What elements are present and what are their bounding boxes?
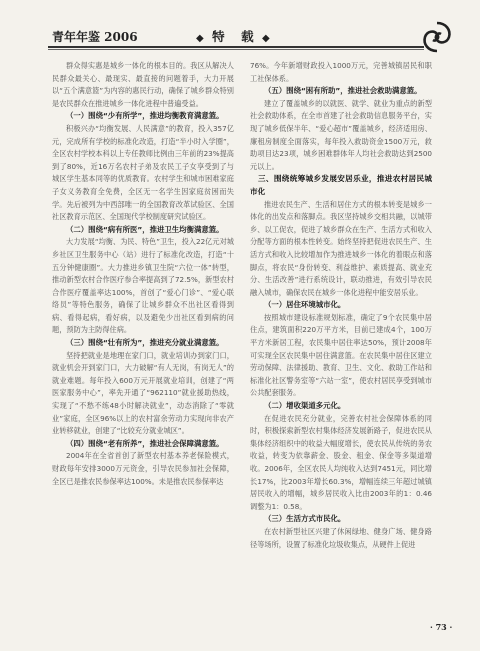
yearbook-title: 青年年鉴 2006 [52, 30, 138, 44]
subsection-heading: （二）增收渠道多元化。 [264, 401, 346, 411]
paragraph: 坚持把就业是地理在家门口，就业培训办到家门口，就业机会开到家门口，大力破解“有人无岗，有岗无人”的就业难题。每年投入600万元开展就业培训，创建了“两医家服务中心”，率先开通了“962110”就业援助热线，实现了“不愁不练48小时解决就业”，动态消除了“零就业”家庭，全区96%以上的农村富余劳动力实现向非农产业转移就业，创建了“比较充分就业城区”。 [52, 350, 234, 436]
diamond-left-icon: ◆ [196, 33, 206, 44]
page-header [0, 0, 480, 58]
subsection-heading: （二）围绕“病有所医”，推进卫生均衡满意篮。 [66, 224, 224, 234]
paragraph: 推进农民生产、生活和居住方式的根本转变是城乡一体化的出发点和落脚点。我区坚持城乡交相共融，以城带乡、以工促农，促进了城乡群众在生产、生活方式和收入分配等方面的根本性转变。始终坚持把促进农民生产、生活方式和收入比较增加作为推进城乡一体化的着眼点和落脚点，将农民“身份转变、利益维护、素质提高、就业充分、生活改善”进行系统设计，联动推进，有效引导农民融入城市，确保农民在城乡一体化进程中能安居乐业。 [250, 199, 432, 297]
subsection-heading: （一）围绕“少有所学”，推进均衡教育满意篮。 [66, 111, 224, 121]
paragraph: 在农村新型社区兴建了休闲绿地、健身广场、健身路径等场所，设置了标准化垃圾收集点，从硬件上促进 [250, 526, 432, 549]
paragraph: 大力发展“均衡、为民、特色”卫生，投入22亿元对城乡社区卫生服务中心（站）进行了标准化改造，打造“十五分钟健康圈”。大力推进乡镇卫生院“六位一体”转型，推动新型农村合作医疗参合率提高到了72.5%，新型农村合作医疗覆盖率达100%，首创了“爱心门诊”、“爱心联络员”等特色服务，确保了让城乡群众不出社区看得到病、看得起病，看好病，以及避免少出社区看到病的问题，预防为主防得住病。 [52, 237, 234, 335]
paragraph: 在促进农民充分就业，完善农村社会保障体系的同时，积极探索新型农村集体经济发展新路子，促进农民从集体经济组织中的收益大幅度增长，使农民从传统的务农收益，转变为依靠薪金、股金、租金、保金等多渠道增收。2006年，全区农民人均纯收入达到7451元，同比增长17%，比2003年增长60.3%，增幅连续三年超过城镇居民收入的增幅，城乡居民收入比由2003年的1：0.46调整为1：0.58。 [250, 413, 432, 511]
header-rule-thin [48, 49, 424, 50]
subsection-heading: （三）围绕“壮有所为”，推进充分就业满意篮。 [66, 338, 224, 348]
subsection-heading: （五）围绕“困有所助”，推进社会救助满意篮。 [264, 86, 422, 96]
swirl-logo-icon [420, 20, 454, 54]
subsection-heading: （四）围绕“老有所养”，推进社会保障满意篮。 [66, 438, 224, 448]
page-number: · 73 · [430, 622, 453, 632]
paragraph: 积极兴办“均衡发展、人民满意”的教育，投入357亿元，完成所有学校的标准化改造，打造“半小时入学圈”，全区农村学校本科以上专任教师比例由三年前的23%提高到了80%，近16万名农村子弟及农民工子女享受到了与城区学生基本同等的优质教育。农村学生和城市困难家庭子女义务教育全免费，全区无一名学生因家庭贫困而失学。先后被列为中西部唯一的全国教育改革试验区、全国社区教育示范区、全国现代学校制度研究试验区。 [52, 123, 234, 222]
paragraph: 76%。今年新增财政投入1000万元，完善城镇居民和职工社保体系。 [250, 61, 432, 83]
header-rule [48, 46, 424, 48]
subsection-heading: （三）生活方式市民化。 [264, 514, 346, 524]
paragraph: 群众得实惠是城乡一体化的根本目的。我区从解决人民群众最关心、最现实、最直接的问题着手，大力开展以“五个满意篮”为内容的惠民行动，确保了城乡群众特别是农民群众在推进城乡一体化进程中普遍受益。 [52, 61, 234, 108]
paragraph: 2004年在全省首创了新型农村基本养老保险模式，财政每年安排3000万元资金，引导农民参加社会保障，全区已是推农民参保率达100%。未是推农民参保率达 [52, 451, 234, 486]
section-heading: 三、围绕统筹城乡发展安居乐业，推进农村居民城市化 [250, 174, 432, 196]
diamond-right-icon: ◆ [261, 33, 272, 44]
subsection-heading: （一）居住环境城市化。 [264, 300, 346, 310]
left-column [52, 60, 234, 488]
right-column [250, 60, 432, 551]
section-title [196, 27, 272, 45]
paragraph: 建立了覆盖城乡的以就医、就学、就业为重点的新型社会救助体系，在全市首建了社会救助信息服务平台，实现了城乡低保半年、“爱心超市”覆盖城乡，经济适用房、廉租房制度全面落实，每年投入救助资金1500万元，救助项目达23项，城乡困难群体年人均社会救助达到2500元以上。 [250, 98, 432, 171]
section-label: 特 载 [212, 29, 256, 44]
paragraph: 按照城市建设标准规划标准，确定了9个农民集中居住点，建筑面积220万平方米，目前已建成4个，100万平方米新居工程，农民集中居住率达50%，预计2008年可实现全区农民集中居住满意篮。在农民集中居住区建立劳动保障、法律援助、教育、卫生、文化、救助工作站和标准化社区警务室等“六站一室”，使农村居民享受到城市公共配套服务。 [250, 312, 432, 398]
